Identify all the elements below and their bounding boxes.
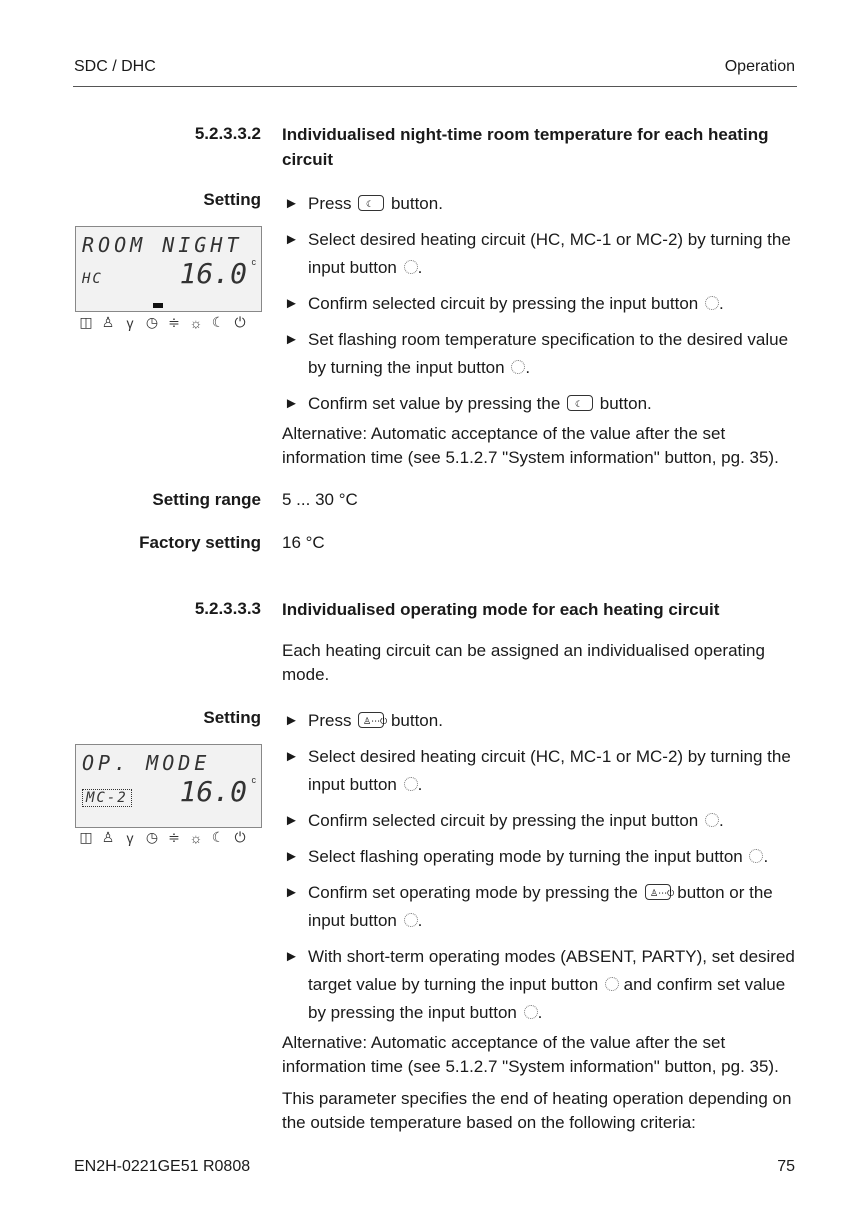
sun-icon: ☼ — [189, 829, 203, 846]
alternative-note: Alternative: Automatic acceptance of the value after the set information time (see 5.1.2.7 "System information" button, pg. 35). — [282, 424, 779, 467]
lcd-display — [75, 744, 262, 828]
bullet-arrow-icon: ► — [284, 812, 299, 829]
lcd-text: ROOM NIGHT — [82, 233, 243, 257]
factory-setting-label: Factory setting — [139, 533, 261, 552]
lcd-circuit: HC — [82, 271, 103, 287]
svg-text:♙⋯⏻: ♙⋯⏻ — [649, 889, 674, 899]
bullet-arrow-icon: ► — [284, 884, 299, 901]
input-knob-icon — [605, 977, 619, 991]
sun-icon: ☼ — [189, 314, 203, 331]
factory-setting-value: 16 °C — [282, 533, 325, 552]
closing-paragraph: This parameter specifies the end of heating operation depending on the outside temperature based on the following criteria: — [282, 1089, 792, 1132]
input-knob-icon — [705, 813, 719, 827]
input-knob-icon — [524, 1005, 538, 1019]
mode-button-icon — [645, 884, 674, 900]
moon-icon: ☾ — [211, 829, 225, 845]
step-list — [282, 707, 802, 1035]
setting-label: Setting — [203, 190, 261, 209]
bullet-arrow-icon: ► — [284, 948, 299, 965]
svg-text:♙⋯⏻: ♙⋯⏻ — [363, 717, 388, 727]
input-knob-icon — [749, 849, 763, 863]
lcd-display — [75, 226, 262, 312]
step-list — [282, 190, 802, 426]
list-item: ► Confirm set operating mode by pressing the ♙⋯⏻ button or the input button . — [282, 879, 802, 935]
power-icon: ⏻ — [234, 314, 246, 330]
list-item: ► Select flashing operating mode by turning the input button . — [282, 843, 802, 871]
list-item: ► Confirm selected circuit by pressing the input button . — [282, 807, 802, 835]
bullet-arrow-icon: ► — [284, 748, 299, 765]
clock-icon: ◷ — [145, 314, 159, 330]
glasses-icon: γ — [126, 829, 134, 846]
shower-icon: ≑ — [168, 829, 180, 845]
setting-range-value: 5 ... 30 °C — [282, 490, 358, 509]
section-intro: Each heating circuit can be assigned an individualised operating mode. — [282, 641, 765, 684]
bullet-arrow-icon: ► — [284, 231, 299, 248]
power-icon: ⏻ — [234, 829, 246, 845]
list-item: ► Select desired heating circuit (HC, MC-1 or MC-2) by turning the input button . — [282, 743, 802, 799]
mode-icon-row — [79, 314, 247, 331]
lcd-degree: c — [251, 775, 256, 785]
shower-icon: ≑ — [168, 314, 180, 330]
room-temp-button-icon — [358, 195, 384, 211]
list-item: ► Confirm set value by pressing the ☾ button. — [282, 390, 802, 418]
section-title: Individualised operating mode for each heating circuit — [282, 600, 720, 619]
briefcase-icon: ◫ — [79, 829, 93, 845]
running-header-left: SDC / DHC — [74, 58, 156, 75]
clock-icon: ◷ — [145, 829, 159, 845]
bullet-arrow-icon: ► — [284, 712, 299, 729]
setting-label: Setting — [203, 708, 261, 727]
room-temp-button-icon — [567, 395, 593, 411]
lcd-temperature: 16.0 — [179, 775, 247, 808]
briefcase-icon: ◫ — [79, 314, 93, 330]
lcd-temperature: 16.0 — [179, 257, 247, 290]
lcd-indicator-bar — [153, 303, 163, 308]
input-knob-icon — [404, 913, 418, 927]
lcd-circuit: MC-2 — [82, 789, 132, 807]
mode-icon-row — [79, 829, 247, 846]
section-title: Individualised night-time room temperature for each heating circuit — [282, 125, 769, 169]
svg-text:☾: ☾ — [366, 200, 375, 210]
input-knob-icon — [404, 777, 418, 791]
input-knob-icon — [511, 360, 525, 374]
svg-text:☾: ☾ — [575, 400, 584, 410]
running-header-right: Operation — [724, 58, 795, 75]
moon-icon: ☾ — [211, 314, 225, 330]
person-icon: ♙ — [101, 829, 115, 845]
header-rule — [73, 86, 797, 87]
section-number: 5.2.3.3.2 — [194, 124, 261, 143]
bullet-arrow-icon: ► — [284, 848, 299, 865]
person-icon: ♙ — [101, 314, 115, 330]
list-item: ► Select desired heating circuit (HC, MC-1 or MC-2) by turning the input button . — [282, 226, 802, 282]
setting-range-label: Setting range — [152, 490, 261, 509]
bullet-arrow-icon: ► — [284, 331, 299, 348]
alternative-note: Alternative: Automatic acceptance of the value after the set information time (see 5.1.2.7 "System information" button, pg. 35). — [282, 1033, 779, 1076]
glasses-icon: γ — [126, 314, 134, 331]
mode-button-icon — [358, 712, 388, 728]
lcd-text: OP. MODE — [82, 751, 211, 775]
list-item: ► Confirm selected circuit by pressing the input button . — [282, 290, 802, 318]
lcd-degree: c — [251, 257, 256, 267]
list-item: ► Press ♙⋯⏻ button. — [282, 707, 802, 735]
footer-doc-id: EN2H-0221GE51 R0808 — [74, 1158, 251, 1175]
page-number: 75 — [777, 1158, 795, 1175]
bullet-arrow-icon: ► — [284, 195, 299, 212]
input-knob-icon — [404, 260, 418, 274]
list-item: ► Press ☾ button. — [282, 190, 802, 218]
bullet-arrow-icon: ► — [284, 395, 299, 412]
section-number: 5.2.3.3.3 — [194, 599, 261, 618]
list-item: ► With short-term operating modes (ABSENT, PARTY), set desired target value by turning the input button and confirm set value by pressing the input button . — [282, 943, 802, 1027]
bullet-arrow-icon: ► — [284, 295, 299, 312]
input-knob-icon — [705, 296, 719, 310]
list-item: ► Set flashing room temperature specification to the desired value by turning the input button . — [282, 326, 802, 382]
